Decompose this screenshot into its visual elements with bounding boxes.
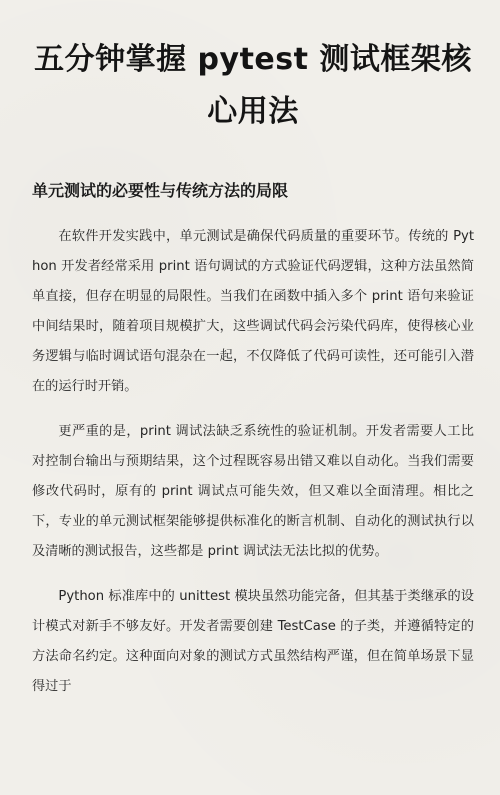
paragraph-2: 更严重的是，print 调试法缺乏系统性的验证机制。开发者需要人工比对控制台输出与预期结果，这个过程既容易出错又难以自动化。当我们需要修改代码时，原有的 print 调试点可能失效，但又难以全面清理。相比之下，专业的单元测试框架能够提供标准化的断言机制、自动化的测试执行以及清晰的测试报告，这些都是 print 调试法无法比拟的优势。 (32, 424, 474, 559)
article-body (32, 222, 474, 702)
paragraph-1: 在软件开发实践中，单元测试是确保代码质量的重要环节。传统的 Python 开发者经常采用 print 语句调试的方式验证代码逻辑，这种方法虽然简单直接，但存在明显的局限性。当我们在函数中插入多个 print 语句来验证中间结果时，随着项目规模扩大，这些调试代码会污染代码库，使得核心业务逻辑与临时调试语句混杂在一起，不仅降低了代码可读性，还可能引入潜在的运行时开销。 (32, 229, 474, 394)
section-heading: 单元测试的必要性与传统方法的局限 (32, 181, 289, 200)
paragraph-3: Python 标准库中的 unittest 模块虽然功能完备，但其基于类继承的设计模式对新手不够友好。开发者需要创建 TestCase 的子类，并遵循特定的方法命名约定。这种面向对象的测试方式虽然结构严谨，但在简单场景下显得过于 (32, 589, 474, 694)
article-title: 五分钟掌握 pytest 测试框架核心用法 (34, 42, 472, 129)
